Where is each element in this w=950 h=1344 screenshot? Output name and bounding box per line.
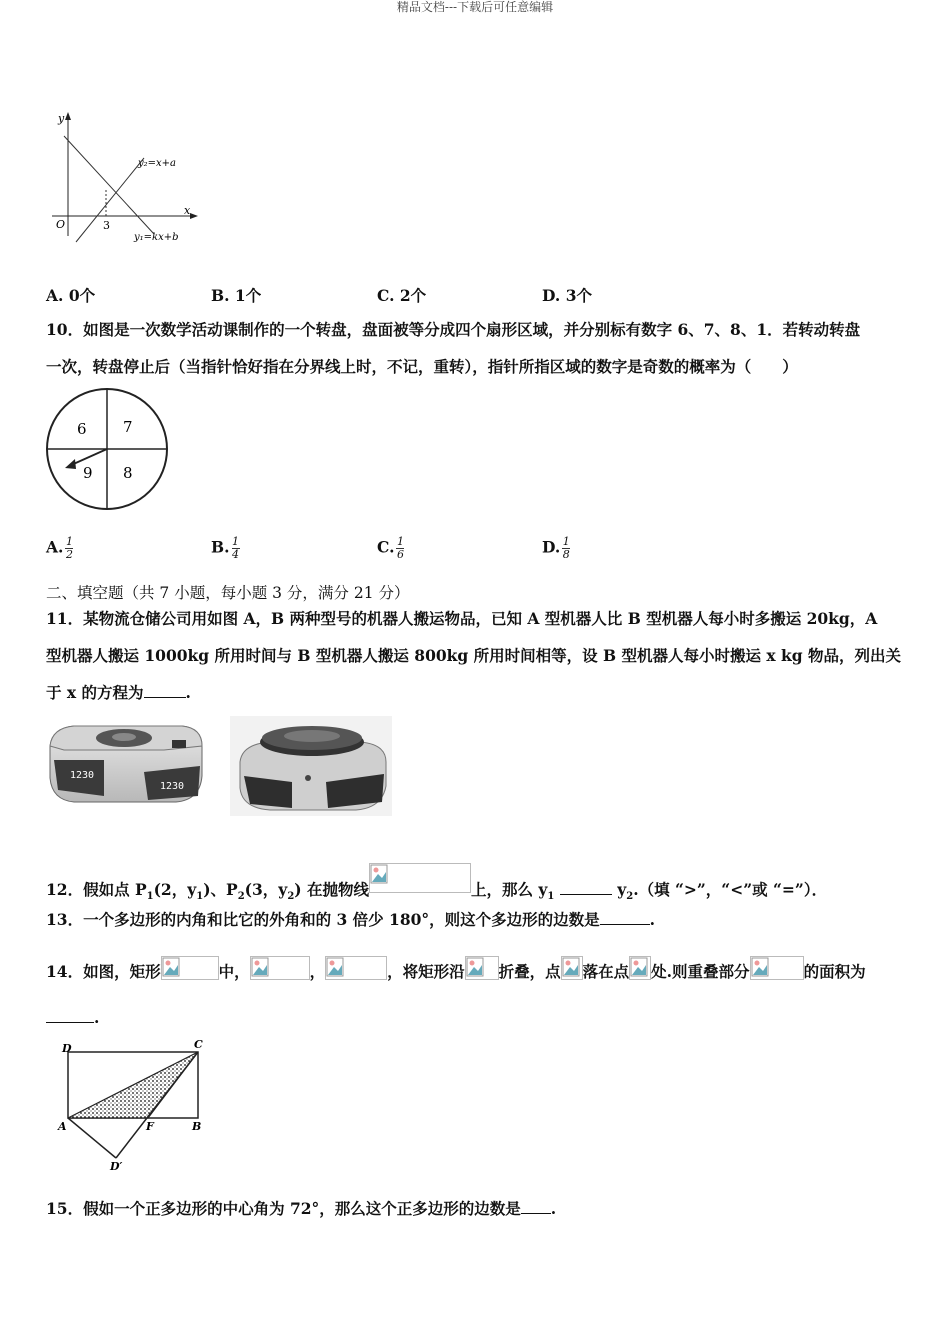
q10-wheel-number-6: 6 [77,420,87,438]
q9-y-axis-label: y [58,112,65,125]
q10-wheel-number-9: 9 [83,464,93,482]
q10-text-line-1: 10．如图是一次数学活动课制作的一个转盘，盘面被等分成四个扇形区域，并分别标有数字 6、7、8、1．若转动转盘 [46,320,861,339]
q10-option-b: B. $\frac{1}{4}$ [211,535,239,561]
q14-text-line-2: . [46,1008,99,1028]
q14-formula-placeholder-5 [561,956,583,980]
q15-answer-blank [521,1199,551,1214]
q9-line-y2-label: y₂=x+a [138,158,177,169]
q14-figure-label-a: A [58,1120,67,1133]
q10-option-a: A. $\frac{1}{2}$ [46,535,73,561]
robot-a-image [44,716,206,814]
q10-text-line-2: 一次，转盘停止后（当指针恰好指在分界线上时，不记，重转），指针所指区域的数字是奇数的概率为（ ） [46,357,798,376]
q14-figure-label-d: D [62,1042,72,1055]
q14-rectangle-fold-figure [56,1036,216,1174]
q14-figure-label-c: C [194,1038,203,1051]
q9-option-c: C. 2个 [377,286,427,305]
q11-text-line-2: 型机器人搬运 1000kg 所用时间与 B 型机器人搬运 800kg 所用时间相等，设 B 型机器人每小时搬运 x kg 物品，列出关 [46,646,902,665]
q14-formula-placeholder-1 [161,956,219,980]
broken-image-icon [326,957,344,977]
broken-image-icon [562,957,580,977]
q14-formula-placeholder-3 [325,956,387,980]
q9-option-b: B. 1个 [211,286,262,305]
q9-x-tick-label: 3 [103,219,110,232]
broken-image-icon [251,957,269,977]
section-2-title: 二、填空题（共 7 小题，每小题 3 分，满分 21 分） [46,584,410,602]
q13-text: 13．一个多边形的内角和比它的外角和的 3 倍少 180°，则这个多边形的边数是 . [46,910,656,929]
broken-image-icon [162,957,180,977]
q9-graph [46,108,206,248]
q14-formula-placeholder-2 [250,956,310,980]
broken-image-icon [466,957,484,977]
q14-figure-label-d-prime: D′ [110,1160,123,1173]
q14-formula-placeholder-4 [465,956,499,980]
q9-option-a: A. 0个 [46,286,96,305]
q10-wheel-number-7: 7 [123,418,133,436]
q14-formula-placeholder-6 [629,956,651,980]
q9-origin-label: O [56,218,66,231]
q12-answer-blank [560,880,612,895]
broken-image-icon [370,864,388,884]
page-header: 精品文档---下载后可任意编辑 [396,0,554,14]
robot-b-image [230,716,392,816]
q10-spinner-figure [43,386,171,512]
robot-a-label-1: 1230 [70,770,95,781]
q10-option-d: D. $\frac{1}{8}$ [542,535,570,561]
q14-formula-placeholder-7 [750,956,804,980]
q12-parabola-image-placeholder [369,863,471,893]
q14-answer-blank [46,1008,94,1023]
q11-answer-blank [144,683,186,698]
q14-figure-label-b: B [192,1120,202,1133]
q10-option-c: C. $\frac{1}{6}$ [377,535,404,561]
q11-text-line-1: 11．某物流仓储公司用如图 A，B 两种型号的机器人搬运物品，已知 A 型机器人比 B 型机器人每小时多搬运 20kg，A [46,609,878,628]
broken-image-icon [751,957,769,977]
q9-line-y1-label: y₁=kx+b [134,232,179,243]
q9-x-axis-label: x [184,204,191,217]
q11-text-line-3: 于 x 的方程为 . [46,683,191,702]
q14-figure-label-f: F [146,1120,154,1133]
q13-answer-blank [600,910,650,925]
broken-image-icon [630,957,648,977]
q15-text: 15．假如一个正多边形的中心角为 72°，那么这个正多边形的边数是 . [46,1199,557,1218]
q12-text: 12．假如点 $P_1(2$，$y_1$)、$P_2(3$，$y_2$) 在抛物线 上，那么 $y_1$ $y_2$.（填 “>”，“<”或 “=”）． [46,863,827,907]
robot-a-label-2: 1230 [160,781,185,792]
q10-wheel-number-8: 8 [123,464,133,482]
q14-text-line-1: 14．如图，矩形 中， ， ，将矩形沿 折叠，点 落在点 处.则重叠部分 的面积为 [46,956,866,982]
q9-option-d: D. 3个 [542,286,592,305]
